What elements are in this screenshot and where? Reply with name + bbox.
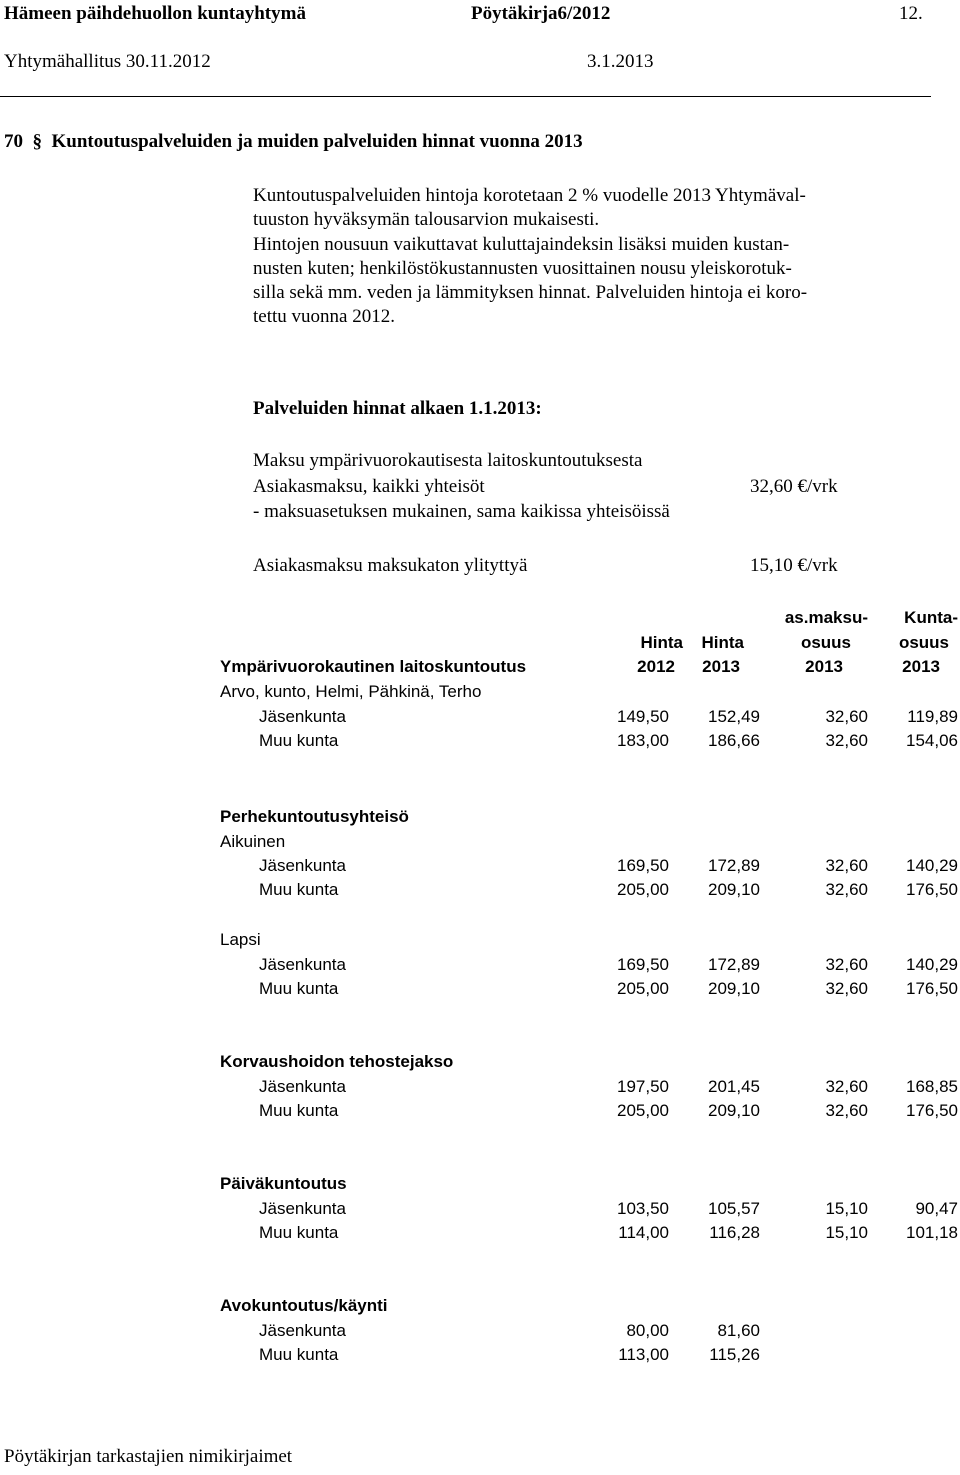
- intro-line: Kuntoutuspalveluiden hintoja korotetaan 2 % vuodelle 2013 Yhtymäval-: [253, 185, 806, 206]
- row-label: Muu kunta: [259, 1345, 339, 1364]
- cell-value: 32,60: [825, 880, 868, 899]
- row-label: Jäsenkunta: [259, 707, 346, 726]
- row-label: Muu kunta: [259, 1223, 339, 1242]
- row-label: Muu kunta: [259, 880, 339, 899]
- row-label: Muu kunta: [259, 1101, 339, 1120]
- cell-value: 32,60: [825, 731, 868, 750]
- intro-line: silla sekä mm. veden ja lämmityksen hinnat. Palveluiden hintoja ei koro-: [253, 282, 808, 304]
- fees-title: Maksu ympärivuorokautisesta laitoskuntoutuksesta: [253, 450, 643, 471]
- cell-value: 114,00: [618, 1223, 669, 1242]
- cell-value: 113,00: [618, 1345, 669, 1364]
- cell-value: 176,50: [906, 1101, 958, 1120]
- header-rule: [0, 96, 931, 97]
- row-label: Jäsenkunta: [259, 1077, 346, 1096]
- cell-value: 183,00: [617, 731, 669, 750]
- cell-value: 209,10: [708, 880, 760, 899]
- cell-value: 209,10: [708, 1101, 760, 1120]
- section-symbol: §: [32, 131, 42, 152]
- intro-paragraph: [253, 184, 933, 330]
- cell-value: 209,10: [708, 979, 760, 998]
- cell-value: 116,28: [709, 1223, 760, 1242]
- cell-value: 101,18: [906, 1223, 958, 1242]
- prices-heading: Palveluiden hinnat alkaen 1.1.2013:: [253, 398, 542, 419]
- cell-value: 172,89: [708, 856, 760, 875]
- cell-value: 32,60: [825, 979, 868, 998]
- fee-line-value: 32,60 €/vrk: [750, 476, 838, 497]
- row-label: Jäsenkunta: [259, 955, 346, 974]
- cell-value: 90,47: [915, 1199, 958, 1218]
- cell-value: 205,00: [617, 979, 669, 998]
- cell-value: 32,60: [825, 1101, 868, 1120]
- cell-value: 172,89: [708, 955, 760, 974]
- cell-value: 103,50: [617, 1199, 669, 1218]
- group-subtitle: Lapsi: [220, 930, 261, 949]
- cell-value: 186,66: [708, 731, 760, 750]
- section-heading: Kuntoutuspalveluiden ja muiden palveluiden hinnat vuonna 2013: [51, 131, 583, 152]
- cell-value: 168,85: [906, 1077, 958, 1096]
- table-title: Ympärivuorokautinen laitoskuntoutus: [220, 657, 527, 676]
- cell-value: 115,26: [709, 1345, 760, 1364]
- intro-line: tuuston hyväksymän talousarvion mukaisesti.: [253, 209, 600, 231]
- cell-value: 176,50: [906, 979, 958, 998]
- cell-value: 32,60: [825, 856, 868, 875]
- section-title: [4, 131, 583, 153]
- cell-value: 205,00: [617, 1101, 669, 1120]
- column-header: 2013: [805, 657, 843, 676]
- cell-value: 169,50: [617, 955, 669, 974]
- cell-value: 32,60: [825, 707, 868, 726]
- row-label: Muu kunta: [259, 731, 339, 750]
- page-number: 12.: [899, 3, 923, 24]
- cell-value: 201,45: [708, 1077, 760, 1096]
- document-number: Pöytäkirja6/2012: [471, 3, 611, 24]
- group-subtitle: Aikuinen: [220, 832, 286, 851]
- column-header: 2013: [702, 657, 740, 676]
- fee-line-label: Asiakasmaksu, kaikki yhteisöt: [253, 476, 485, 497]
- cell-value: 32,60: [825, 955, 868, 974]
- fee-note: - maksuasetuksen mukainen, sama kaikissa yhteisöissä: [253, 501, 670, 522]
- group-title: Arvo, kunto, Helmi, Pähkinä, Terho: [220, 682, 482, 701]
- document-date: 3.1.2013: [587, 51, 654, 72]
- group-title: Avokuntoutus/käynti: [220, 1296, 388, 1315]
- cell-value: 197,50: [617, 1077, 669, 1096]
- group-title: Korvaushoidon tehostejakso: [220, 1052, 454, 1071]
- column-header: Hinta: [701, 633, 744, 652]
- row-label: Muu kunta: [259, 979, 339, 998]
- cell-value: 176,50: [906, 880, 958, 899]
- column-header: 2012: [637, 657, 675, 676]
- group-title: Perhekuntoutusyhteisö: [220, 807, 409, 826]
- cell-value: 81,60: [717, 1321, 760, 1340]
- row-label: Jäsenkunta: [259, 1321, 346, 1340]
- group-title: Päiväkuntoutus: [220, 1174, 347, 1193]
- cell-value: 15,10: [825, 1199, 868, 1218]
- column-header: osuus: [800, 633, 851, 652]
- cell-value: 105,57: [708, 1199, 760, 1218]
- column-header: as.maksu-: [784, 608, 868, 627]
- meeting-info: Yhtymähallitus 30.11.2012: [4, 51, 211, 72]
- fee-cap-label: Asiakasmaksu maksukaton ylityttyä: [253, 555, 528, 576]
- column-header: Hinta: [640, 633, 683, 652]
- cell-value: 154,06: [906, 731, 958, 750]
- column-header: Kunta-: [904, 608, 958, 627]
- intro-line: Hintojen nousuun vaikuttavat kuluttajaindeksin lisäksi muiden kustan-: [253, 233, 790, 255]
- footer-initials-note: Pöytäkirjan tarkastajien nimikirjaimet: [4, 1446, 293, 1467]
- cell-value: 80,00: [626, 1321, 669, 1340]
- organization-name: Hämeen päihdehuollon kuntayhtymä: [4, 3, 306, 24]
- intro-line: nusten kuten; henkilöstökustannusten vuosittainen nousu yleiskorotuk-: [253, 257, 792, 279]
- cell-value: 140,29: [906, 955, 958, 974]
- cell-value: 15,10: [825, 1223, 868, 1242]
- cell-value: 152,49: [708, 707, 760, 726]
- cell-value: 140,29: [906, 856, 958, 875]
- column-header: osuus: [898, 633, 949, 652]
- row-label: Jäsenkunta: [259, 1199, 346, 1218]
- cell-value: 205,00: [617, 880, 669, 899]
- section-number: 70: [4, 131, 23, 152]
- fee-cap-value: 15,10 €/vrk: [750, 555, 838, 576]
- cell-value: 169,50: [617, 856, 669, 875]
- column-header: 2013: [902, 657, 940, 676]
- cell-value: 32,60: [825, 1077, 868, 1096]
- cell-value: 149,50: [617, 707, 669, 726]
- intro-line: tettu vuonna 2012.: [253, 306, 395, 328]
- cell-value: 119,89: [907, 707, 958, 726]
- row-label: Jäsenkunta: [259, 856, 346, 875]
